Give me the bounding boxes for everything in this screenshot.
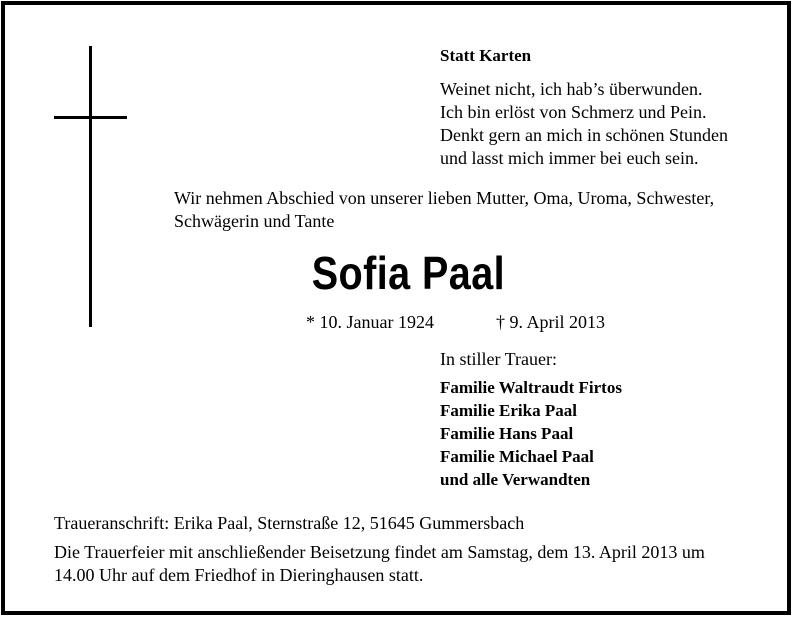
poem bbox=[440, 78, 728, 170]
intro-line: Schwägerin und Tante bbox=[174, 211, 335, 231]
notice-heading: Statt Karten bbox=[440, 46, 532, 65]
cross-horizontal-bar bbox=[54, 116, 127, 119]
family-item: Familie Erika Paal bbox=[440, 401, 577, 420]
mourning-label: In stiller Trauer: bbox=[440, 349, 557, 369]
family-item: Familie Michael Paal bbox=[440, 447, 594, 466]
intro-line: Wir nehmen Abschied von unserer lieben Mutter, Oma, Uroma, Schwester, bbox=[174, 188, 715, 208]
farewell-intro bbox=[174, 187, 714, 233]
poem-line: Denkt gern an mich in schönen Stunden bbox=[440, 125, 728, 145]
poem-line: Ich bin erlöst von Schmerz und Pein. bbox=[440, 102, 707, 122]
family-item: Familie Waltraudt Firtos bbox=[440, 378, 622, 397]
mourning-address: Traueranschrift: Erika Paal, Sternstraße 12, 51645 Gummersbach bbox=[54, 513, 525, 533]
deceased-name: Sofia Paal bbox=[311, 247, 506, 299]
funeral-info bbox=[54, 541, 705, 587]
family-list bbox=[440, 376, 622, 491]
birth-date: * 10. Januar 1924 bbox=[306, 312, 434, 332]
funeral-line: 14.00 Uhr auf dem Friedhof in Dieringhausen statt. bbox=[54, 565, 424, 585]
funeral-line: Die Trauerfeier mit anschließender Beisetzung findet am Samstag, dem 13. April 2013 um bbox=[54, 542, 705, 562]
poem-line: und lasst mich immer bei euch sein. bbox=[440, 148, 699, 168]
family-item: Familie Hans Paal bbox=[440, 424, 574, 443]
death-date: † 9. April 2013 bbox=[496, 312, 606, 332]
poem-line: Weinet nicht, ich hab’s überwunden. bbox=[440, 79, 703, 99]
family-item: und alle Verwandten bbox=[440, 470, 591, 489]
